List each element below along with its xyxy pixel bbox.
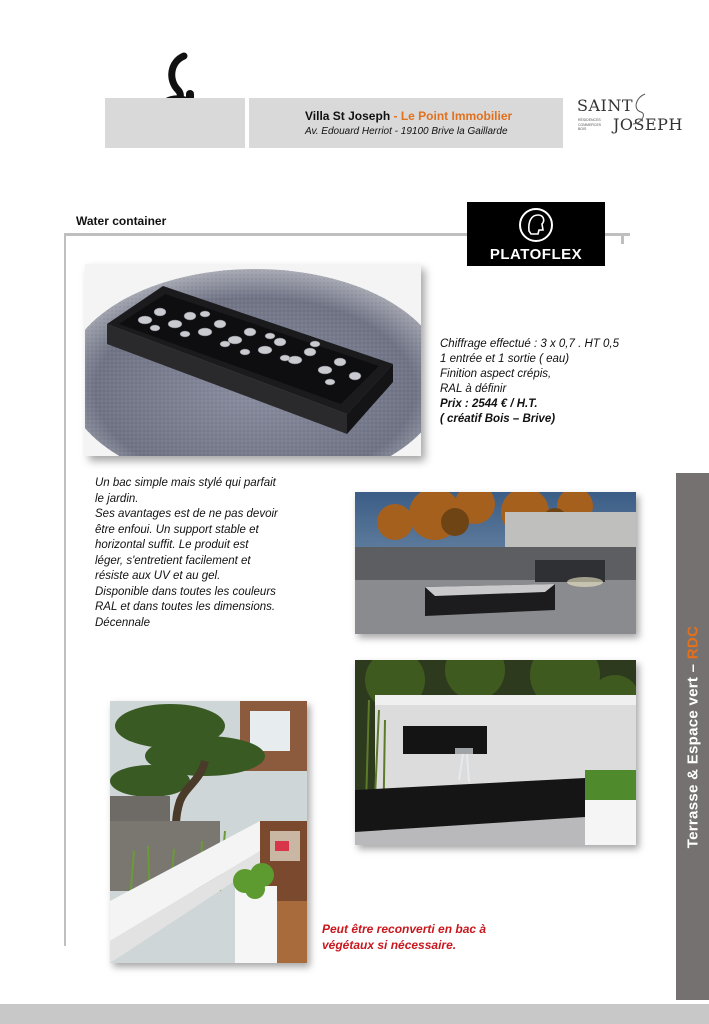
- spec-ral: RAL à définir: [440, 383, 507, 395]
- header-title: [305, 109, 512, 123]
- sidebar-level: RDC: [684, 625, 701, 659]
- spec-inlet-outlet: 1 entrée et 1 sortie ( eau): [440, 353, 570, 365]
- logo-tagline: RÉSIDENCES COMMERCES BOIS: [578, 118, 602, 131]
- description-line: le jardin.: [95, 492, 139, 505]
- description-line: Un bac simple mais stylé qui parfait: [95, 477, 276, 489]
- note-line: Peut être reconverti en bac à: [322, 922, 487, 936]
- description-line: Disponible dans toutes les couleurs: [95, 585, 276, 598]
- platoflex-wordmark: PLATOFLEX: [489, 246, 583, 263]
- section-title: Water container: [76, 214, 167, 228]
- helmet-head-icon: [517, 206, 555, 244]
- wall-fountain-photo: [355, 660, 636, 845]
- description-line: résiste aux UV et au gel.: [95, 570, 221, 582]
- sidebar-label: [676, 473, 709, 1000]
- sidebar-area: Terrasse & Espace vert –: [684, 658, 701, 848]
- water-container-photo: [85, 264, 421, 456]
- description-line: Décennale: [95, 616, 150, 629]
- title-separator: -: [390, 109, 401, 123]
- header-divider: [245, 98, 249, 148]
- logo-word-joseph: JOSEPH: [613, 115, 683, 134]
- description-line: horizontal suffit. Le produit est: [95, 539, 249, 551]
- logo-word-saint: SAINT: [577, 96, 634, 115]
- footer-bar: [0, 1004, 709, 1024]
- spec-block: [440, 337, 619, 427]
- header-bar: [105, 98, 563, 148]
- spec-dimensions: Chiffrage effectué : 3 x 0,7 . HT 0,5: [440, 338, 619, 350]
- spec-price: Prix : 2544 € / H.T.: [440, 398, 538, 410]
- terrace-dusk-photo: [355, 492, 636, 634]
- description-line: léger, s'entretient facilement et: [95, 554, 251, 567]
- agency-name: Le Point Immobilier: [400, 109, 513, 123]
- platoflex-logo: [467, 202, 605, 266]
- left-border-line: [64, 236, 66, 946]
- note-line: végétaux si nécessaire.: [322, 938, 457, 952]
- planter-photo: [110, 701, 307, 963]
- saint-joseph-logo: [574, 92, 683, 150]
- header-address: Av. Edouard Herriot - 19100 Brive la Gaillarde: [305, 126, 508, 137]
- flourish-icon: [629, 92, 649, 126]
- product-description: [95, 476, 345, 631]
- description-line: RAL et dans toutes les dimensions.: [95, 601, 276, 613]
- description-line: être enfoui. Un support stable et: [95, 523, 259, 536]
- description-line: Ses avantages est de ne pas devoir: [95, 508, 278, 520]
- villa-name: Villa St Joseph: [305, 109, 391, 123]
- right-tick: [621, 236, 624, 244]
- spec-finish: Finition aspect crépis,: [440, 368, 552, 380]
- spec-supplier: ( créatif Bois – Brive): [440, 413, 556, 425]
- conversion-note: [322, 921, 552, 953]
